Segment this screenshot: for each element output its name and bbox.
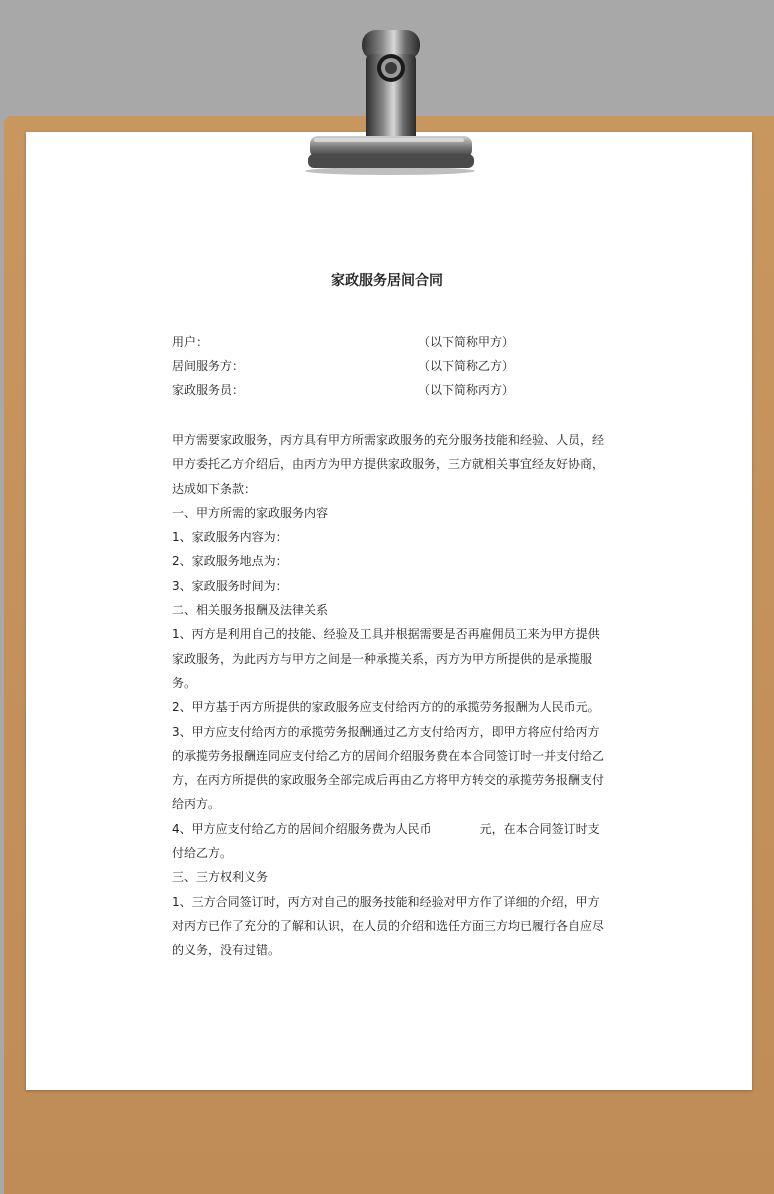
party-agency-note: （以下简称乙方） <box>418 359 515 373</box>
section-3-title: 三、三方权利义务 <box>172 870 269 885</box>
party-worker-note: （以下简称丙方） <box>418 383 515 397</box>
party-user-label: 用户： <box>172 335 209 349</box>
section-2-item-2: 2、甲方基于丙方所提供的家政服务应支付给丙方的的承揽劳务报酬为人民币元。 <box>172 700 600 715</box>
section-2-item-1: 1、丙方是利用自己的技能、经验及工具并根据需要是否再雇佣员工来为甲方提供家政服务，为此丙方与甲方之间是一种承揽关系，丙方为甲方所提供的是承揽服务。 <box>172 627 600 690</box>
section-1-item-3: 3、家政服务时间为： <box>172 578 288 593</box>
section-2-item-4-part-b: 元，在本合同签订时支付给乙方。 <box>172 821 600 861</box>
intro-paragraph: 甲方需要家政服务，丙方具有甲方所需家政服务的充分服务技能和经验、人员，经甲方委托乙方介绍后，由丙方为甲方提供家政服务，三方就相关事宜经友好协商，达成如下条款： <box>172 433 605 496</box>
contract-title: 家政服务居间合同 <box>331 273 443 289</box>
section-1-title: 一、甲方所需的家政服务内容 <box>172 505 329 520</box>
party-agency-label: 居间服务方： <box>172 359 245 373</box>
section-1-item-2: 2、家政服务地点为： <box>172 554 288 569</box>
party-user-note: （以下简称甲方） <box>418 335 515 349</box>
section-3-item-1: 1、三方合同签订时，丙方对自己的服务技能和经验对甲方作了详细的介绍，甲方对丙方已作了充分的了解和认识，在人员的介绍和选任方面三方均已履行各自应尽的义务，没有过错。 <box>172 894 605 958</box>
section-2-title: 二、相关服务报酬及法律关系 <box>172 603 329 618</box>
section-2-item-3: 3、甲方应支付给丙方的承揽劳务报酬通过乙方支付给丙方，即甲方将应付给丙方的承揽劳务报酬连同应支付给乙方的居间介绍服务费在本合同签订时一并支付给乙方，在丙方所提供的家政服务全部完成后再由乙方将甲方转交的承揽劳务报酬支付给丙方。 <box>172 724 605 812</box>
contract-body <box>172 428 604 963</box>
section-2-item-4-part-a: 4、甲方应支付给乙方的居间介绍服务费为人民币 <box>172 821 432 836</box>
section-2-item-4 <box>172 817 604 866</box>
binder-clip-icon <box>300 26 480 176</box>
party-worker-label: 家政服务员： <box>172 383 245 397</box>
section-1-item-1: 1、家政服务内容为： <box>172 530 288 545</box>
